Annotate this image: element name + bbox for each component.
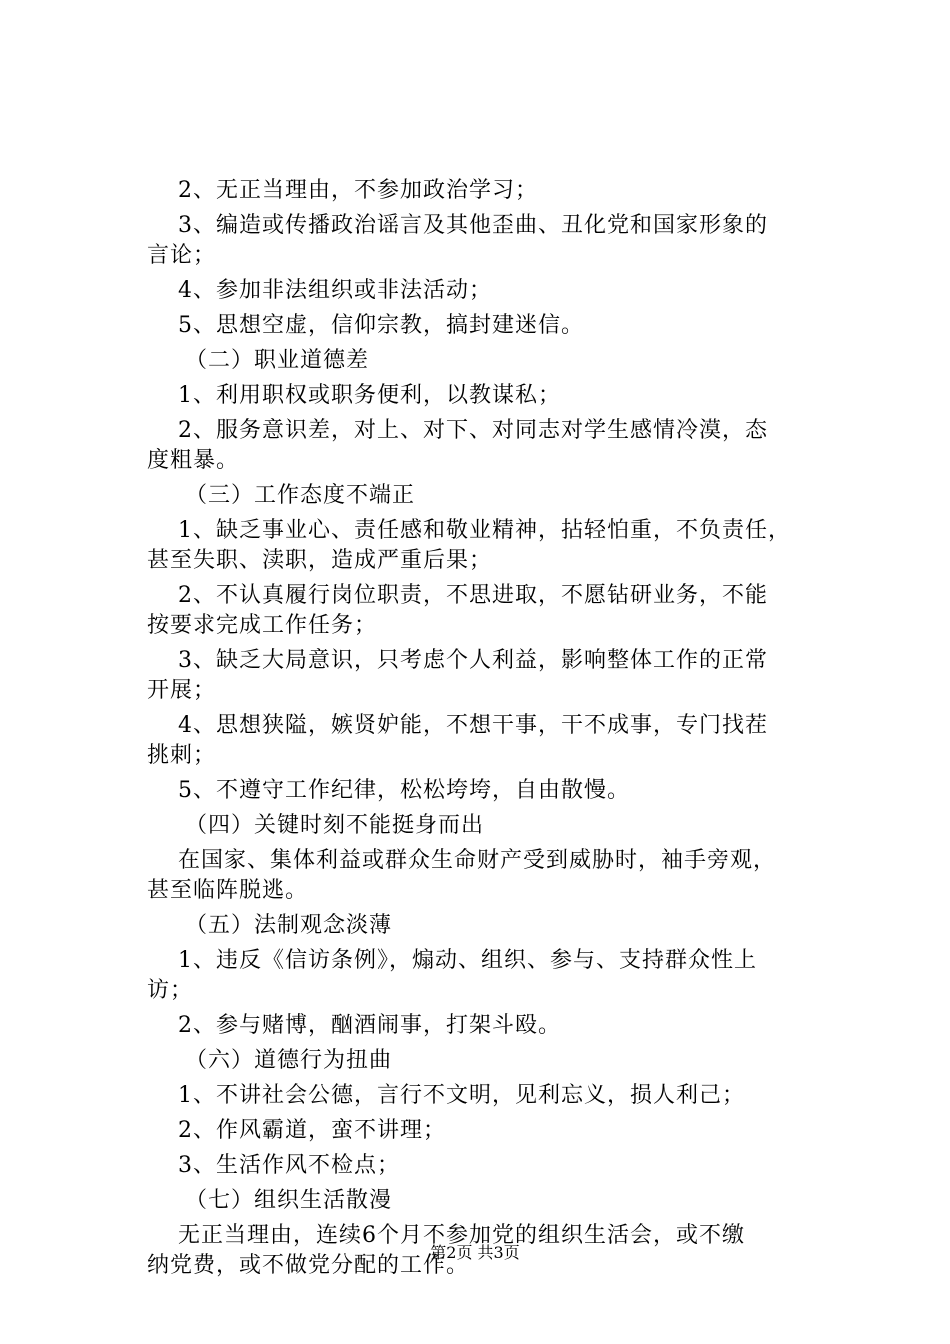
paragraph-line: 2、服务意识差，对上、对下、对同志对学生感情冷漠，态 (178, 418, 768, 443)
section-heading: （二）职业道德差 (185, 348, 370, 373)
paragraph-line: 5、思想空虚，信仰宗教，搞封建迷信。 (178, 313, 584, 338)
paragraph-line: 访； (147, 978, 194, 1003)
paragraph-line: 甚至失职、渎职，造成严重后果； (147, 548, 493, 573)
section-heading: （七）组织生活散漫 (185, 1188, 393, 1213)
paragraph-line: 无正当理由，连续6个月不参加党的组织生活会，或不缴 (178, 1223, 745, 1248)
paragraph-line: 在国家、集体利益或群众生命财产受到威胁时，袖手旁观， (178, 848, 777, 873)
paragraph-line: 1、利用职权或职务便利，以教谋私； (178, 383, 561, 408)
paragraph-line: 2、无正当理由，不参加政治学习； (178, 178, 538, 203)
section-heading: （五）法制观念淡薄 (185, 913, 393, 938)
paragraph-line: 纳党费，或不做党分配的工作。 (147, 1253, 470, 1278)
paragraph-line: 1、不讲社会公德，言行不文明，见利忘义，损人利己； (178, 1083, 745, 1108)
paragraph-line: 挑刺； (147, 743, 217, 768)
paragraph-line: 1、缺乏事业心、责任感和敬业精神，拈轻怕重，不负责任， (178, 518, 791, 543)
paragraph-line: 2、参与赌博，酗酒闹事，打架斗殴。 (178, 1013, 561, 1038)
page-footer: 第2页 共3页 (430, 1243, 520, 1262)
paragraph-line: 甚至临阵脱逃。 (147, 878, 309, 903)
paragraph-line: 按要求完成工作任务； (147, 613, 378, 638)
paragraph-line: 4、参加非法组织或非法活动； (178, 278, 492, 303)
document-body (147, 176, 833, 1281)
paragraph-line: 1、违反《信访条例》，煽动、组织、参与、支持群众性上 (178, 948, 757, 973)
section-heading: （六）道德行为扭曲 (185, 1048, 393, 1073)
paragraph-line: 度粗暴。 (147, 448, 240, 473)
paragraph-line: 2、不认真履行岗位职责，不思进取，不愿钻研业务，不能 (178, 583, 768, 608)
paragraph-line: 2、作风霸道，蛮不讲理； (178, 1118, 446, 1143)
section-heading: （三）工作态度不端正 (185, 483, 416, 508)
paragraph-line: 言论； (147, 243, 217, 268)
paragraph-line: 3、生活作风不检点； (178, 1153, 400, 1178)
paragraph-line: 开展； (147, 678, 217, 703)
paragraph-line: 3、编造或传播政治谣言及其他歪曲、丑化党和国家形象的 (178, 213, 768, 238)
paragraph-line: 3、缺乏大局意识，只考虑个人利益，影响整体工作的正常 (178, 648, 768, 673)
paragraph-line: 4、思想狭隘，嫉贤妒能，不想干事，干不成事，专门找茬 (178, 713, 768, 738)
section-heading: （四）关键时刻不能挺身而出 (185, 813, 485, 838)
paragraph-line: 5、不遵守工作纪律，松松垮垮，自由散慢。 (178, 778, 630, 803)
